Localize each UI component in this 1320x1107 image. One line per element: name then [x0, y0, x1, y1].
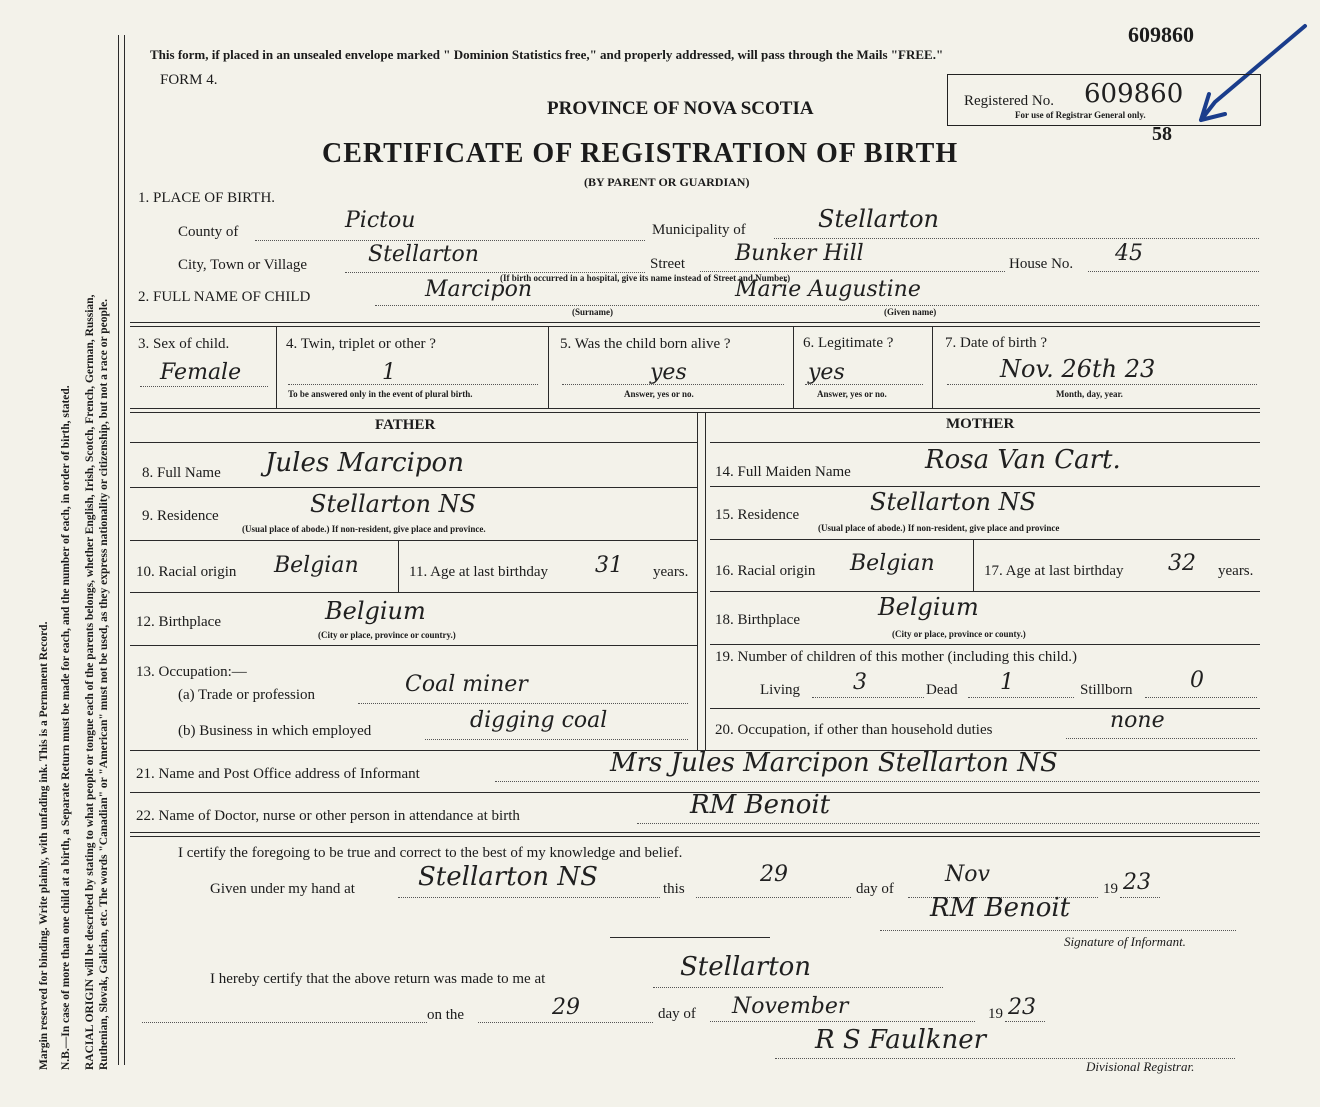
registrar-year: 23 [1008, 995, 1036, 1020]
municipality-label: Municipality of [652, 222, 746, 238]
mother-occupation-label: 20. Occupation, if other than household duties [715, 722, 993, 738]
children-count-label: 19. Number of children of this mother (including this child.) [715, 649, 1078, 665]
margin-note-racial-1: RACIAL ORIGIN will be described by stating to what people or tongue each of the parents belongs, whether English, Irish, Scotch, French, German, Russian, [84, 294, 96, 1070]
given-place: Stellarton NS [418, 862, 598, 892]
registrar-note: For use of Registrar General only. [1015, 110, 1146, 120]
city-label: City, Town or Village [178, 257, 308, 273]
certify-day: 29 [760, 862, 788, 887]
father-birthplace-note: (City or place, province or country.) [318, 630, 456, 640]
father-residence-note: (Usual place of abode.) If non-resident, give place and province. [242, 524, 486, 534]
county-label: County of [178, 224, 239, 240]
registered-label: Registered No. [964, 93, 1054, 109]
mother-age: 32 [1168, 551, 1196, 576]
certify-statement: I certify the foregoing to be true and correct to the best of my knowledge and belief. [178, 845, 683, 861]
stillborn-value: 0 [1190, 668, 1204, 693]
twin-label: 4. Twin, triplet or other ? [286, 336, 436, 352]
mother-name: Rosa Van Cart. [925, 445, 1121, 475]
mother-age-label: 17. Age at last birthday [984, 563, 1124, 579]
surname-note: (Surname) [572, 307, 613, 317]
given-label: Given under my hand at [210, 881, 355, 897]
hospital-note: (If birth occurred in a hospital, give its name instead of Street and Number) [500, 273, 791, 283]
registrar-year-prefix: 19 [988, 1006, 1003, 1022]
legitimate-note: Answer, yes or no. [817, 389, 887, 399]
business-value: digging coal [470, 708, 608, 733]
father-name: Jules Marcipon [265, 448, 464, 478]
mother-birthplace-note: (City or place, province or county.) [892, 629, 1026, 639]
registration-box [947, 74, 1261, 126]
page-subtitle: (BY PARENT OR GUARDIAN) [584, 175, 750, 189]
dead-label: Dead [926, 682, 958, 698]
certify-month: Nov [945, 862, 990, 887]
father-racial-label: 10. Racial origin [136, 564, 237, 580]
mother-birthplace: Belgium [878, 593, 979, 621]
father-racial: Belgian [274, 553, 359, 578]
page-title: CERTIFICATE OF REGISTRATION OF BIRTH [322, 138, 959, 169]
father-residence-label: 9. Residence [142, 508, 219, 524]
dob-label: 7. Date of birth ? [945, 335, 1048, 351]
alive-note: Answer, yes or no. [624, 389, 694, 399]
street-value: Bunker Hill [735, 241, 864, 266]
dob-value: Nov. 26th 23 [1000, 355, 1156, 383]
house-value: 45 [1115, 241, 1143, 266]
mail-notice: This form, if placed in an unsealed envelope marked " Dominion Statistics free," and properly addressed, will pass through the Mails "FREE." [150, 47, 944, 62]
child-name-label: 2. FULL NAME OF CHILD [138, 289, 311, 305]
binding-margin-line-2 [124, 35, 125, 1065]
stillborn-label: Stillborn [1080, 682, 1133, 698]
living-value: 3 [853, 670, 867, 695]
dead-value: 1 [1000, 670, 1014, 695]
living-label: Living [760, 682, 800, 698]
county-value: Pictou [345, 208, 416, 233]
mother-name-label: 14. Full Maiden Name [715, 464, 851, 480]
margin-note-nb: N.B.—In case of more than one child at a birth, a Separate Return must be made for each, and the number of each, in order of birth, stated. [60, 385, 72, 1070]
informant-label: 21. Name and Post Office address of Informant [136, 766, 420, 782]
sex-label: 3. Sex of child. [138, 336, 230, 352]
father-age-label: 11. Age at last birthday [409, 564, 548, 580]
child-surname: Marcipon [425, 277, 533, 302]
municipality-value: Stellarton [818, 205, 939, 233]
twin-note: To be answered only in the event of plural birth. [288, 389, 473, 399]
alive-label: 5. Was the child born alive ? [560, 336, 731, 352]
registrar-signature: R S Faulkner [815, 1025, 987, 1055]
province-heading: PROVINCE OF NOVA SCOTIA [547, 98, 814, 119]
father-years-label: years. [653, 564, 689, 580]
registrar-day: 29 [552, 995, 580, 1020]
mother-racial: Belgian [850, 551, 935, 576]
father-birthplace: Belgium [325, 597, 426, 625]
form-number: FORM 4. [160, 72, 218, 88]
informant-signature: RM Benoit [930, 893, 1071, 923]
child-given-name: Marie Augustine [735, 277, 921, 302]
city-value: Stellarton [368, 242, 479, 267]
trade-value: Coal miner [405, 672, 528, 697]
stamp-small: 58 [1152, 123, 1172, 145]
mother-residence-note: (Usual place of abode.) If non-resident, give place and province [818, 523, 1060, 533]
father-birthplace-label: 12. Birthplace [136, 614, 221, 630]
father-heading: FATHER [375, 417, 436, 433]
registrar-month: November [732, 994, 849, 1019]
registrar-label: Divisional Registrar. [1086, 1059, 1195, 1074]
mother-residence: Stellarton NS [870, 488, 1037, 516]
binding-margin-line [118, 35, 119, 1065]
doctor-label: 22. Name of Doctor, nurse or other person in attendance at birth [136, 808, 520, 824]
sex-value: Female [160, 360, 242, 385]
legitimate-label: 6. Legitimate ? [803, 335, 894, 351]
doctor-value: RM Benoit [690, 790, 831, 820]
mother-birthplace-label: 18. Birthplace [715, 612, 800, 628]
house-label: House No. [1009, 256, 1074, 272]
registrar-day-of-label: day of [658, 1006, 696, 1022]
street-label: Street [650, 256, 685, 272]
father-age: 31 [595, 553, 623, 578]
stamp-number: 609860 [1128, 22, 1194, 47]
trade-label: (a) Trade or profession [178, 687, 316, 703]
mother-heading: MOTHER [946, 416, 1015, 432]
this-label: this [663, 881, 685, 897]
father-occupation-label: 13. Occupation:— [136, 664, 247, 680]
dob-note: Month, day, year. [1056, 389, 1123, 399]
certify-year-prefix: 19 [1103, 881, 1118, 897]
father-name-label: 8. Full Name [142, 465, 221, 481]
signature-label: Signature of Informant. [1064, 934, 1186, 949]
registered-number: 609860 [1084, 79, 1184, 109]
mother-years-label: years. [1218, 563, 1254, 579]
on-the-label: on the [427, 1007, 465, 1023]
day-of-label: day of [856, 881, 894, 897]
mother-residence-label: 15. Residence [715, 507, 800, 523]
business-label: (b) Business in which employed [178, 723, 372, 739]
given-name-note: (Given name) [884, 307, 937, 317]
twin-value: 1 [382, 360, 396, 385]
registrar-statement: I hereby certify that the above return was made to me at [210, 971, 546, 987]
registrar-place: Stellarton [680, 952, 812, 982]
legitimate-value: yes [808, 360, 845, 385]
mother-occupation: none [1110, 708, 1165, 733]
father-residence: Stellarton NS [310, 490, 477, 518]
margin-note-binding: Margin reserved for binding. Write plainly, with unfading ink. This is a Permanent Record. [38, 621, 50, 1070]
alive-value: yes [650, 360, 687, 385]
margin-note-racial-2: Ruthenian, Slovak, Galician, etc. The words "Canadian" or "American" must not be used, as they express nationality or citizenship, but not a race or people. [98, 298, 110, 1070]
informant-value: Mrs Jules Marcipon Stellarton NS [610, 748, 1058, 778]
mother-racial-label: 16. Racial origin [715, 563, 816, 579]
place-heading: 1. PLACE OF BIRTH. [138, 190, 276, 206]
certify-year: 23 [1123, 870, 1151, 895]
